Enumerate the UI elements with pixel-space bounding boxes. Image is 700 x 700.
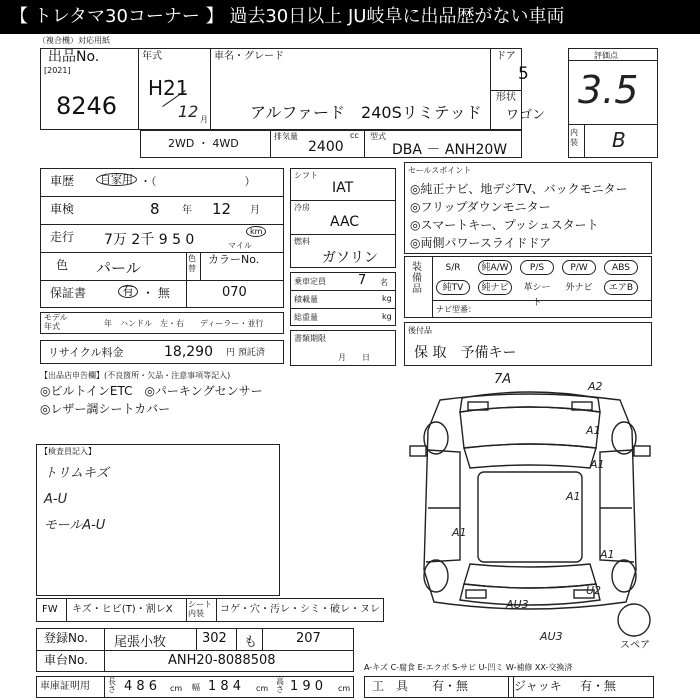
- inspector-note-1: トリムキズ: [44, 466, 109, 481]
- model-year: H21: [148, 76, 189, 100]
- fuel: ガソリン: [322, 250, 378, 266]
- year-tag: [2021]: [44, 66, 71, 75]
- spare-label: スペア: [620, 640, 650, 651]
- later-parts-label: 後付品: [408, 326, 432, 335]
- equip-leather-seat: 革シート: [523, 283, 551, 308]
- doors-label: ドア: [496, 51, 516, 62]
- recycle-value: 18,290: [164, 344, 213, 360]
- mark-front-7a: 7A: [494, 372, 512, 387]
- tools-value: 有・無: [432, 679, 469, 693]
- equip-tv: 純TV: [436, 280, 470, 295]
- cert-height-label: 高さ: [276, 677, 284, 694]
- color-label: 色: [56, 258, 69, 272]
- mileage-unit2: マイル: [228, 241, 252, 250]
- sales-point-2: ◎フリップダウンモニター: [410, 200, 551, 214]
- capacity-label: 乗車定員: [294, 277, 326, 286]
- mark-au3-rear: AU3: [506, 598, 529, 611]
- weight-unit: kg: [382, 312, 392, 321]
- color: パール: [96, 259, 141, 277]
- mark-a1-right-top: A1: [586, 424, 601, 437]
- history-value: 自家用: [96, 173, 137, 186]
- ac: AAC: [330, 214, 360, 230]
- year-label: 年式: [142, 51, 162, 62]
- later-parts: 保 取 予備キー: [414, 345, 517, 361]
- registration-class: 302: [202, 631, 227, 646]
- color-no-label: カラーNo.: [208, 253, 260, 266]
- store-info-label: 【出品店申告欄】(不良箇所・欠品・注意事項等記入): [40, 371, 231, 380]
- sheet-note: （複合機）対応用紙: [38, 36, 110, 45]
- mark-a1-right-rear: A1: [600, 548, 615, 561]
- inspector-note-2: A-U: [44, 492, 68, 507]
- registration-label: 登録No.: [44, 631, 88, 645]
- tools-label: 工 具: [372, 679, 409, 693]
- cert-length: 4 8 6: [124, 679, 158, 694]
- model-year-rest: 年 ハンドル 左・右 ディーラー・並行: [104, 319, 264, 328]
- color-change-label: 色替: [188, 254, 196, 273]
- capacity: 7: [358, 273, 367, 288]
- fuel-label: 燃料: [294, 237, 310, 246]
- warranty-rest: ・ 無: [142, 286, 170, 300]
- equip-aftermarket-navi: 外ナビ: [565, 283, 593, 293]
- model-year-label: モデル年式: [44, 313, 68, 331]
- seat-text: コゲ・穴・汚レ・シミ・破レ・ヌレ: [220, 604, 380, 615]
- fw-label: FW: [42, 604, 58, 615]
- interior-label: 内装: [570, 128, 578, 147]
- recycle-unit: 円 預託済: [226, 348, 265, 358]
- score-label: 評価点: [594, 51, 618, 60]
- store-info-1: ◎ビルトインETC ◎パーキングセンサー: [40, 384, 263, 398]
- exhibit-number: 8246: [56, 92, 118, 120]
- seat-label: シート内装: [188, 600, 212, 618]
- load-label: 積載量: [294, 295, 318, 304]
- shift-label: シフト: [294, 171, 318, 180]
- car-name-label: 車名・グレード: [214, 51, 284, 62]
- navi-model-label: ナビ型番：: [436, 305, 476, 314]
- displacement-unit: cc: [350, 131, 359, 140]
- shaken-label: 車検: [50, 202, 75, 216]
- exhibit-no-label: 出品No.: [48, 49, 100, 65]
- cert-width-unit: cm: [256, 684, 269, 693]
- mileage-label: 走行: [50, 230, 75, 244]
- banner-text: 【 トレタマ30コーナー 】 過去30日以上 JU岐阜に出品歴がない車両: [10, 6, 565, 27]
- shift: IAT: [332, 180, 354, 196]
- history-rest: ・（ ）: [140, 175, 256, 188]
- store-info-2: ◎レザー調シートカバー: [40, 402, 171, 416]
- registration-place: 尾張小牧: [114, 635, 167, 650]
- model-label: 型式: [370, 132, 386, 141]
- chassis-number: ANH20-8088508: [168, 653, 276, 668]
- doc-deadline-label: 書類期限: [294, 334, 326, 343]
- mark-a1-right-low: A1: [566, 490, 581, 503]
- model-code: DBA － ANH20W: [392, 142, 508, 158]
- registration-number: 207: [296, 631, 321, 646]
- mark-u2: U2: [586, 584, 602, 597]
- interior-score: B: [612, 128, 626, 152]
- equip-navi: 純ナビ: [478, 280, 512, 295]
- month-suffix: 月: [200, 115, 208, 124]
- equip-sunroof: S/R: [445, 263, 461, 273]
- chassis-label: 車台No.: [44, 653, 88, 667]
- cert-length-label: 長さ: [108, 677, 116, 694]
- drive-type: 2WD ・ 4WD: [168, 137, 239, 150]
- shaken-month: 12: [212, 200, 232, 218]
- garage-cert-label: 車庫証明用: [40, 681, 90, 692]
- cert-height: 1 9 0: [290, 679, 324, 694]
- equip-power-windows: P/W: [562, 260, 596, 275]
- cert-width: 1 8 4: [208, 679, 242, 694]
- body-label: 形状: [496, 92, 516, 103]
- car-diagram: [400, 370, 660, 640]
- displacement: 2400: [308, 139, 344, 155]
- equip-abs: ABS: [604, 260, 638, 275]
- mark-a2: A2: [588, 380, 603, 393]
- shaken-year: 8: [150, 200, 160, 218]
- doc-deadline-unit: 月 日: [338, 353, 370, 362]
- mark-a1-left: A1: [452, 526, 467, 539]
- capacity-unit: 名: [380, 278, 388, 287]
- year-month: 12: [178, 102, 199, 121]
- inspector-note-3: モールA-U: [44, 518, 106, 533]
- doors: 5: [518, 64, 529, 84]
- score: 3.5: [578, 68, 639, 112]
- equip-power-steering: P/S: [520, 260, 554, 275]
- mark-au3-bottom: AU3: [540, 630, 563, 643]
- damage-legend: A-キズ C-腐食 E-エクボ S-サビ U-凹ミ W-補修 XX-交換済: [364, 663, 573, 672]
- cert-width-label: 幅: [192, 683, 200, 692]
- shaken-year-unit: 年: [182, 205, 192, 216]
- recycle-label: リサイクル料金: [48, 346, 124, 359]
- registration-kana: も: [244, 635, 258, 650]
- car-name: アルファード 240Sリミテッド: [250, 103, 482, 122]
- mileage-unit: km: [246, 226, 266, 237]
- sales-point-3: ◎スマートキー、プッシュスタート: [410, 218, 599, 232]
- displacement-label: 排気量: [274, 132, 298, 141]
- fw-text: キズ・ヒビ(T)・割レX: [72, 604, 173, 615]
- ac-label: 冷房: [294, 203, 310, 212]
- warranty-label: 保証書: [50, 286, 87, 300]
- sales-point-4: ◎両側パワースライドドア: [410, 236, 552, 250]
- history-label: 車歴: [50, 174, 75, 188]
- inspector-label: 【検査員記入】: [40, 447, 96, 456]
- mileage: 7万 2千 9 5 0: [104, 232, 195, 248]
- weight-label: 総重量: [294, 313, 318, 322]
- shaken-month-unit: 月: [250, 205, 260, 216]
- jack-label: ジャッキ: [514, 679, 562, 693]
- equip-airbag: エアB: [604, 280, 638, 295]
- equipment-label: 装備品: [412, 262, 422, 295]
- cert-length-unit: cm: [170, 684, 183, 693]
- load-unit: kg: [382, 294, 392, 303]
- jack-value: 有・無: [580, 679, 617, 693]
- equip-alloy-wheels: 純A/W: [478, 260, 512, 275]
- warranty-value: 有: [118, 285, 138, 298]
- mark-a1-right-mid: A1: [590, 458, 605, 471]
- body-type: ワゴン: [506, 108, 546, 123]
- cert-height-unit: cm: [338, 684, 351, 693]
- color-no: 070: [222, 285, 247, 300]
- sales-point-1: ◎純正ナビ、地デジTV、バックモニター: [410, 182, 628, 196]
- sales-points-label: セールスポイント: [408, 166, 472, 175]
